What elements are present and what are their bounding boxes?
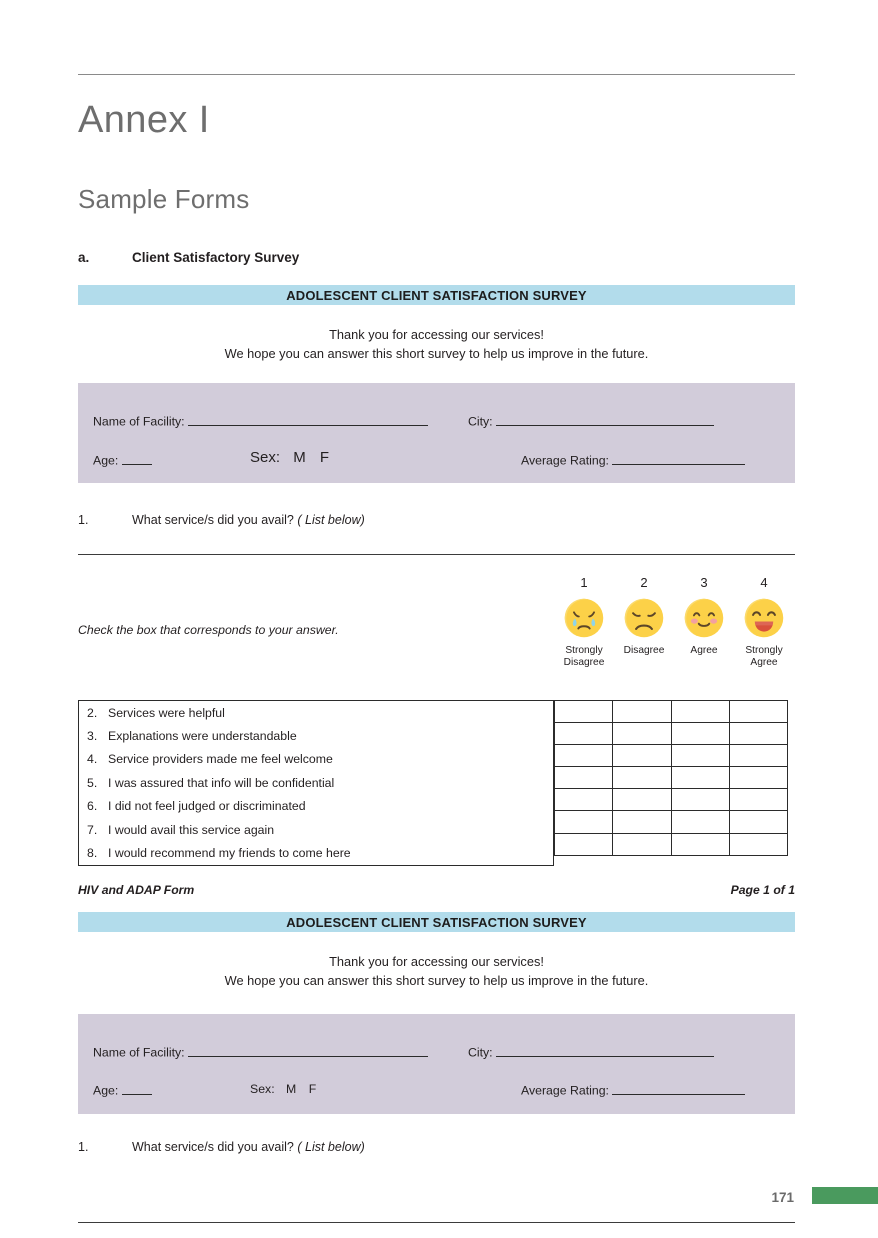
age-field-2 bbox=[93, 1082, 152, 1098]
rating-checkbox-cell[interactable] bbox=[729, 744, 789, 767]
checkbox-row bbox=[554, 810, 787, 832]
average-rating-input[interactable] bbox=[612, 452, 745, 465]
rating-checkbox-cell[interactable] bbox=[671, 810, 731, 833]
question-1-number-2: 1. bbox=[78, 1140, 89, 1154]
question-1 bbox=[132, 513, 365, 527]
checkbox-row bbox=[554, 833, 787, 855]
scale-number-3: 3 bbox=[700, 575, 708, 590]
rating-checkbox-cell[interactable] bbox=[729, 700, 789, 723]
rating-checkbox-cell[interactable] bbox=[554, 833, 614, 856]
survey-items-list bbox=[78, 700, 554, 866]
page-bottom-rule bbox=[78, 1222, 795, 1223]
sex-label-2: Sex: bbox=[250, 1082, 275, 1096]
rating-checkbox-cell[interactable] bbox=[612, 722, 672, 745]
rating-checkbox-cell[interactable] bbox=[729, 722, 789, 745]
rating-checkbox-cell[interactable] bbox=[671, 833, 731, 856]
average-rating-label-2: Average Rating: bbox=[521, 1083, 609, 1098]
item-number: 2. bbox=[87, 705, 98, 720]
facility-label-2: Name of Facility: bbox=[93, 1045, 185, 1060]
survey2-intro-line-2: We hope you can answer this short survey to help us improve in the future. bbox=[224, 973, 649, 988]
list-item-label: Client Satisfactory Survey bbox=[132, 250, 300, 265]
average-rating-field-2 bbox=[521, 1082, 745, 1098]
scale-label-2 bbox=[614, 645, 674, 657]
survey-items-table bbox=[78, 700, 795, 865]
scale-label-3 bbox=[674, 645, 734, 657]
form-footer-right: Page 1 of 1 bbox=[730, 883, 795, 897]
rating-checkbox-cell[interactable] bbox=[554, 788, 614, 811]
table-row bbox=[79, 818, 553, 841]
average-rating-input-2[interactable] bbox=[612, 1082, 745, 1095]
rating-checkbox-cell[interactable] bbox=[729, 788, 789, 811]
item-text: Service providers made me feel welcome bbox=[108, 752, 333, 767]
sex-label: Sex: bbox=[250, 449, 281, 466]
scale-column-2 bbox=[614, 575, 674, 657]
sex-option-male-2[interactable]: M bbox=[286, 1082, 297, 1096]
scale-label-2-line1: Disagree bbox=[623, 645, 665, 656]
checkbox-row bbox=[554, 700, 787, 722]
table-row bbox=[79, 841, 553, 864]
scale-label-3-line1: Agree bbox=[690, 645, 718, 656]
survey2-banner-title: ADOLESCENT CLIENT SATISFACTION SURVEY bbox=[78, 912, 795, 932]
rating-checkbox-cell[interactable] bbox=[671, 766, 731, 789]
rating-checkbox-cell[interactable] bbox=[671, 700, 731, 723]
question-1-hint: ( List below) bbox=[297, 513, 365, 527]
rating-checkbox-cell[interactable] bbox=[612, 744, 672, 767]
rating-checkbox-cell[interactable] bbox=[612, 700, 672, 723]
city-input[interactable] bbox=[496, 413, 714, 426]
item-number: 5. bbox=[87, 775, 98, 790]
list-item-letter: a. bbox=[78, 250, 90, 265]
checkbox-row bbox=[554, 744, 787, 766]
table-row bbox=[79, 701, 553, 724]
city-label-2: City: bbox=[468, 1045, 493, 1060]
checkbox-row bbox=[554, 722, 787, 744]
item-text: I would avail this service again bbox=[108, 822, 275, 837]
scale-label-4-line2: Agree bbox=[750, 656, 778, 668]
city-input-2[interactable] bbox=[496, 1044, 714, 1057]
scale-label-1-line1: Strongly bbox=[565, 645, 603, 656]
question-1-text-2: What service/s did you avail? bbox=[132, 1140, 294, 1154]
rating-checkbox-cell[interactable] bbox=[612, 766, 672, 789]
question-1-number: 1. bbox=[78, 513, 89, 527]
scale-label-1-line2: Disagree bbox=[563, 656, 605, 668]
table-row bbox=[79, 748, 553, 771]
scale-number-4: 4 bbox=[760, 575, 768, 590]
page-number: 171 bbox=[771, 1190, 794, 1205]
rating-checkbox-grid bbox=[554, 700, 787, 855]
crying-face-icon bbox=[554, 597, 614, 639]
item-text: Explanations were understandable bbox=[108, 729, 297, 744]
table-row bbox=[79, 771, 553, 794]
city-field bbox=[468, 413, 714, 429]
page-top-rule bbox=[78, 74, 795, 75]
age-label: Age: bbox=[93, 453, 119, 468]
item-text: I was assured that info will be confidential bbox=[108, 775, 335, 790]
respondent-info-box-2 bbox=[78, 1014, 795, 1114]
rating-checkbox-cell[interactable] bbox=[612, 833, 672, 856]
survey-banner-title: ADOLESCENT CLIENT SATISFACTION SURVEY bbox=[78, 285, 795, 305]
average-rating-field bbox=[521, 452, 745, 468]
rating-checkbox-cell[interactable] bbox=[612, 810, 672, 833]
rating-checkbox-cell[interactable] bbox=[729, 766, 789, 789]
rating-checkbox-cell[interactable] bbox=[554, 722, 614, 745]
age-input-2[interactable] bbox=[122, 1082, 152, 1095]
survey2-intro-line-1: Thank you for accessing our services! bbox=[329, 954, 544, 969]
survey-intro-line-1: Thank you for accessing our services! bbox=[329, 327, 544, 342]
scale-label-4 bbox=[734, 645, 794, 668]
sex-option-female[interactable]: F bbox=[319, 449, 330, 466]
section-title: Sample Forms bbox=[78, 184, 250, 214]
frowning-face-icon bbox=[614, 597, 674, 639]
age-label-2: Age: bbox=[93, 1083, 119, 1098]
average-rating-label: Average Rating: bbox=[521, 453, 609, 468]
question-1-2 bbox=[132, 1140, 365, 1154]
form-footer bbox=[78, 883, 795, 897]
question-1-hint-2: ( List below) bbox=[297, 1140, 365, 1154]
scale-column-3 bbox=[674, 575, 734, 657]
scale-number-1: 1 bbox=[580, 575, 588, 590]
facility-field bbox=[93, 413, 428, 429]
check-instruction: Check the box that corresponds to your answer. bbox=[78, 623, 339, 637]
survey-form-copy-2 bbox=[78, 912, 795, 1154]
scale-label-1 bbox=[554, 645, 614, 668]
survey2-intro bbox=[78, 952, 795, 990]
rating-checkbox-cell[interactable] bbox=[612, 788, 672, 811]
rating-checkbox-cell[interactable] bbox=[554, 700, 614, 723]
respondent-info-box bbox=[78, 383, 795, 483]
checkbox-row bbox=[554, 788, 787, 810]
item-text: I did not feel judged or discriminated bbox=[108, 799, 306, 814]
rating-checkbox-cell[interactable] bbox=[554, 766, 614, 789]
rating-checkbox-cell[interactable] bbox=[729, 810, 789, 833]
item-text: I would recommend my friends to come here bbox=[108, 846, 351, 861]
checkbox-row bbox=[554, 766, 787, 788]
annex-title: Annex I bbox=[78, 99, 210, 141]
item-number: 8. bbox=[87, 846, 98, 861]
grinning-face-icon bbox=[734, 597, 794, 639]
sex-option-female-2[interactable]: F bbox=[308, 1082, 317, 1096]
facility-field-2 bbox=[93, 1044, 428, 1060]
form-footer-left: HIV and ADAP Form bbox=[78, 883, 195, 897]
sex-option-male[interactable]: M bbox=[293, 449, 306, 466]
table-row bbox=[79, 795, 553, 818]
sex-field bbox=[250, 449, 329, 466]
sex-field-2 bbox=[250, 1082, 316, 1096]
rating-checkbox-cell[interactable] bbox=[671, 744, 731, 767]
page-accent-bar bbox=[812, 1187, 878, 1204]
rating-checkbox-cell[interactable] bbox=[729, 833, 789, 856]
survey-form-copy-1 bbox=[78, 285, 795, 897]
rating-checkbox-cell[interactable] bbox=[671, 788, 731, 811]
item-text: Services were helpful bbox=[108, 705, 225, 720]
item-number: 6. bbox=[87, 799, 98, 814]
age-field bbox=[93, 452, 152, 468]
city-label: City: bbox=[468, 414, 493, 429]
question-1-text: What service/s did you avail? bbox=[132, 513, 294, 527]
rating-checkbox-cell[interactable] bbox=[554, 744, 614, 767]
city-field-2 bbox=[468, 1044, 714, 1060]
facility-input[interactable] bbox=[188, 413, 428, 426]
rating-scale-header bbox=[554, 575, 795, 695]
scale-column-1 bbox=[554, 575, 614, 668]
scale-label-4-line1: Strongly bbox=[745, 645, 783, 656]
item-number: 3. bbox=[87, 729, 98, 744]
scale-column-4 bbox=[734, 575, 794, 668]
rating-checkbox-cell[interactable] bbox=[554, 810, 614, 833]
item-number: 7. bbox=[87, 822, 98, 837]
facility-label: Name of Facility: bbox=[93, 414, 185, 429]
age-input[interactable] bbox=[122, 452, 152, 465]
facility-input-2[interactable] bbox=[188, 1044, 428, 1057]
survey-intro-line-2: We hope you can answer this short survey to help us improve in the future. bbox=[224, 346, 649, 361]
smiling-blush-face-icon bbox=[674, 597, 734, 639]
scale-number-2: 2 bbox=[640, 575, 648, 590]
item-number: 4. bbox=[87, 752, 98, 767]
rating-checkbox-cell[interactable] bbox=[671, 722, 731, 745]
table-row bbox=[79, 724, 553, 747]
question-1-answer-rule bbox=[78, 554, 795, 555]
survey-intro bbox=[78, 325, 795, 363]
